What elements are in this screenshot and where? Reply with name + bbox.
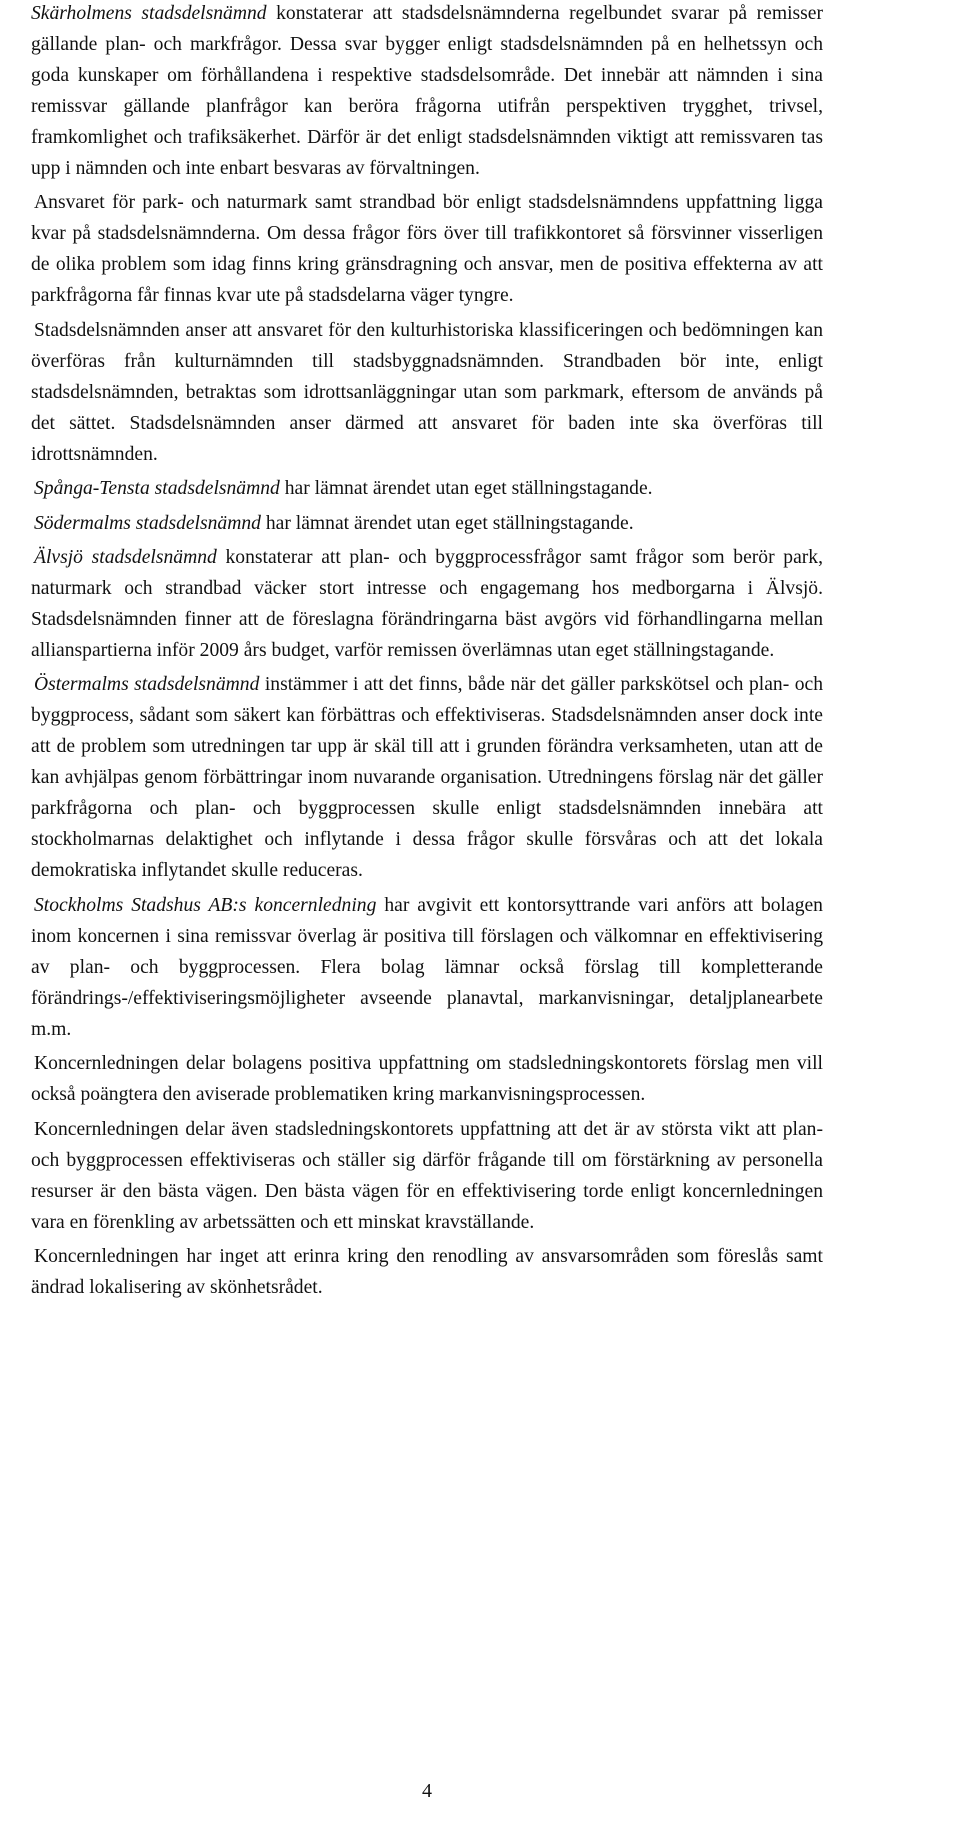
paragraph-alvsjo — [31, 542, 823, 666]
paragraph-text: har lämnat ärendet utan eget ställningstagande. — [260, 512, 634, 534]
paragraph-text: Koncernledningen har inget att erinra kring den renodling av ansvarsområden som föreslås samt ändrad lokalisering av skönhetsrådet. — [31, 1245, 823, 1298]
paragraph-text: Stadsdelsnämnden anser att ansvaret för den kulturhistoriska klassificeringen och bedömningen kan överföras från kulturnämnden till stadsbyggnadsnämnden. Strandbaden bör inte, enligt stadsdelsnämnden, betraktas som idrottsanläggningar utan som parkmark, eftersom de används på det sättet. Stadsdelsnämnden anser därmed att ansvaret för baden inte ska överföras till idrottsnämnden. — [31, 319, 823, 465]
paragraph-lead: Skärholmens stadsdelsnämnd — [31, 3, 267, 24]
paragraph-text: instämmer i att det finns, både när det gäller parkskötsel och plan- och byggprocess, sådant som säkert kan förbättras och effektiviseras. Stadsdelsnämnden anser dock inte att de problem som utredningen tar upp är skäl till att i grunden förändra verksamheten, utan att de kan avhjälpas genom förbättringar inom nuvarande organisation. Utredningens förslag när det gäller parkfrågorna och plan- och byggprocessen skulle enligt stadsdelsnämnden innebära att stockholmarnas delaktighet och inflytande i dessa frågor skulle försvåras och att det lokala demokratiska inflytandet skulle reduceras. — [31, 674, 823, 882]
paragraph-park-responsibility — [31, 187, 823, 311]
paragraph-spanga-tensta — [31, 473, 823, 504]
paragraph-text: konstaterar att plan- och byggprocessfrågor samt frågor som berör park, naturmark och strandbad väcker stort intresse och engagemang hos medborgarna i Älvsjö. Stadsdelsnämnden finner att de föreslagna förändringarna bäst avgörs vid förhandlingarna mellan allianspartierna inför 2009 års budget, varför remissen överlämnas utan eget ställningstagande. — [31, 546, 823, 661]
paragraph-lead: Spånga-Tensta stadsdelsnämnd — [34, 478, 280, 500]
paragraph-cultural-classification — [31, 315, 823, 470]
paragraph-skarholmen — [31, 0, 823, 184]
paragraph-koncernledning-markanvisning — [31, 1048, 823, 1110]
paragraph-stadshus-ab — [31, 890, 823, 1045]
paragraph-text: har avgivit ett kontorsyttrande vari anförs att bolagen inom koncernen i sina remissvar överlag är positiva till förslagen och välkomnar en effektivisering av plan- och byggprocessen. Flera bolag lämnar också förslag till kompletterande förändrings-/effektiviseringsmöjligheter avseende planavtal, markanvisningar, detaljplanearbete m.m. — [31, 894, 823, 1040]
paragraph-lead: Södermalms stadsdelsnämnd — [34, 512, 261, 534]
paragraph-text: Koncernledningen delar bolagens positiva uppfattning om stadsledningskontorets förslag men vill också poängtera den aviserade problematiken kring markanvisningsprocessen. — [31, 1053, 823, 1106]
paragraph-lead: Älvsjö stadsdelsnämnd — [34, 546, 217, 568]
document-body — [31, 0, 823, 1306]
paragraph-koncernledning-effektivisering — [31, 1114, 823, 1238]
paragraph-lead: Stockholms Stadshus AB:s koncernledning — [34, 894, 377, 916]
paragraph-text: Ansvaret för park- och naturmark samt strandbad bör enligt stadsdelsnämndens uppfattning ligga kvar på stadsdelsnämnderna. Om dessa frågor förs över till trafikkontoret så försvinner visserligen de olika problem som idag finns kring gränsdragning och ansvar, men de positiva effekterna av att parkfrågorna får finnas kvar ute på stadsdelarna väger tyngre. — [31, 192, 823, 307]
paragraph-text: har lämnat ärendet utan eget ställningstagande. — [279, 478, 653, 500]
paragraph-lead: Östermalms stadsdelsnämnd — [34, 674, 260, 696]
paragraph-text: konstaterar att stadsdelsnämnderna regelbundet svarar på remisser gällande plan- och markfrågor. Dessa svar bygger enligt stadsdelsnämnden på en helhetssyn och goda kunskaper om förhållandena i respektive stadsdelsområde. Det innebär att nämnden i sina remissvar gällande planfrågor kan beröra frågorna utifrån perspektiven trygghet, trivsel, framkomlighet och trafiksäkerhet. Därför är det enligt stadsdelsnämnden viktigt att remissvaren tas upp i nämnden och inte enbart besvaras av förvaltningen. — [31, 3, 823, 179]
paragraph-sodermalm — [31, 508, 823, 539]
page-number: 4 — [422, 1780, 432, 1802]
paragraph-koncernledning-skonhetsradet — [31, 1241, 823, 1303]
paragraph-ostermalm — [31, 669, 823, 886]
document-page — [31, 0, 823, 1823]
paragraph-text: Koncernledningen delar även stadsledningskontorets uppfattning att det är av största vikt att plan- och byggprocessen effektiviseras och ställer sig därför frågande till om förstärkning av personella resurser är den bästa vägen. Den bästa vägen för en effektivisering torde enligt koncernledningen vara en förenkling av arbetssätten och ett minskat kravställande. — [31, 1118, 823, 1233]
